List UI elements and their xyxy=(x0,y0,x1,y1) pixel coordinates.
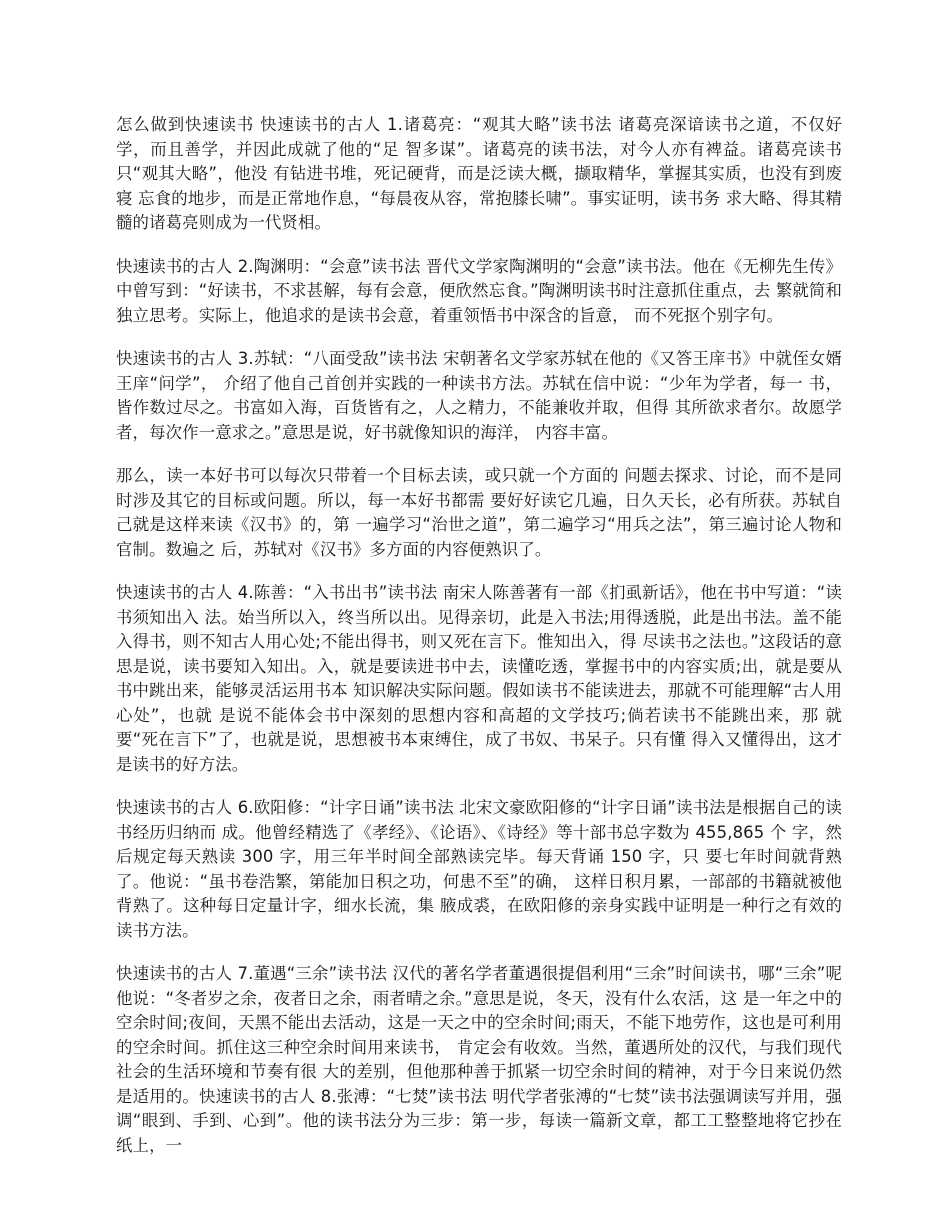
paragraph-ouyang-xiu: 快速读书的古人 6.欧阳修：“计字日诵”读书法 北宋文豪欧阳修的“计字日诵”读书法是根据自己的读书经历归纳而 成。他曾经精选了《孝经》、《论语》、《诗经》等十部书总字数为 455,865 个 字，然后规定每天熟读 300 字，用三年半时间全部熟读完毕。每天背诵 150 字，只 要七年时间就背熟了。他说：“虽书卷浩繁，第能加日积之功，何患不至”的确， 这样日积月累，一部部的书籍就被他背熟了。这种每日定量计字，细水长流，集 腋成裘，在欧阳修的亲身实践中证明是一种行之有效的读书方法。 xyxy=(116,798,842,940)
paragraph-su-shi-continued: 那么，读一本好书可以每次只带着一个目标去读，或只就一个方面的 问题去探求、讨论，而不是同时涉及其它的目标或问题。所以，每一本好书都需 要好好读它几遍，日久天长，必有所获。苏轼自己就是这样来读《汉书》的，第 一遍学习“治世之道”，第二遍学习“用兵之法”，第三遍讨论人物和官制。数遍之 后，苏轼对《汉书》多方面的内容便熟识了。 xyxy=(116,466,842,559)
paragraph-su-shi: 快速读书的古人 3.苏轼：“八面受敌”读书法 宋朝著名文学家苏轼在他的《又答王庠书》中就侄女婿王庠“问学”， 介绍了他自己首创并实践的一种读书方法。苏轼在信中说：“少年为学者，每一 书，皆作数过尽之。书富如入海，百货皆有之，人之精力，不能兼收并取，但得 其所欲求者尔。故愿学者，每次作一意求之。”意思是说，好书就像知识的海洋， 内容丰富。 xyxy=(116,349,842,442)
document-body xyxy=(116,113,842,1177)
paragraph-dong-yu-zhang-pu: 快速读书的古人 7.董遇“三余”读书法 汉代的著名学者董遇很提倡利用“三余”时间读书，哪“三余”呢他说：“冬者岁之余，夜者日之余，雨者晴之余。”意思是说，冬天，没有什么农活，这 是一年之中的空余时间;夜间，天黑不能出去活动，这是一天之中的空余时间;雨天，不能下地劳作，这也是可利用的空余时间。抓住这三种空余时间用来读书， 肯定会有收效。当然，董遇所处的汉代，与我们现代社会的生活环境和节奏有很 大的差别，但他那种善于抓紧一切空余时间的精神，对于今日来说仍然是适用的。快速读书的古人 8.张溥：“七焚”读书法 明代学者张溥的“七焚”读书法强调读写并用，强调“眼到、手到、心到”。他的读书法分为三步：第一步，每读一篇新文章，都工工整整地将它抄在 纸上，一 xyxy=(116,964,842,1155)
paragraph-zhuge-liang: 怎么做到快速读书 快速读书的古人 1.诸葛亮：“观其大略”读书法 诸葛亮深谙读书之道，不仅好学，而且善学，并因此成就了他的“足 智多谋”。诸葛亮的读书法，对今人亦有裨益。诸葛亮读书只“观其大略”，他没 有钻进书堆，死记硬背，而是泛读大概，撷取精华，掌握其实质，也没有到废寝 忘食的地步，而是正常地作息，“每晨夜从容，常抱膝长啸”。事实证明，读书务 求大略、得其精髓的诸葛亮则成为一代贤相。 xyxy=(116,115,842,232)
paragraph-tao-yuanming: 快速读书的古人 2.陶渊明：“会意”读书法 晋代文学家陶渊明的“会意”读书法。他在《无柳先生传》中曾写到：“好读书，不求甚解，每有会意，便欣然忘食。”陶渊明读书时注意抓住重点，去 繁就简和独立思考。实际上，他追求的是读书会意，着重领悟书中深含的旨意， 而不死抠个别字句。 xyxy=(116,256,842,325)
paragraph-chen-shan: 快速读书的古人 4.陈善：“入书出书”读书法 南宋人陈善著有一部《扪虱新话》，他在书中写道：“读书须知出入 法。始当所以入，终当所以出。见得亲切，此是入书法;用得透脱，此是出书法。盖不能入得书，则不知古人用心处;不能出得书，则又死在言下。惟知出入，得 尽读书之法也。”这段话的意思是说，读书要知入知出。入，就是要读进书中去，读懂吃透，掌握书中的内容实质;出，就是要从书中跳出来，能够灵活运用书本 知识解决实际问题。假如读书不能读进去，那就不可能理解“古人用心处”，也就 是说不能体会书中深刻的思想内容和高超的文学技巧;倘若读书不能跳出来，那 就要“死在言下”了，也就是说，思想被书本束缚住，成了书奴、书呆子。只有懂 得入又懂得出，这才是读书的好方法。 xyxy=(116,583,842,774)
